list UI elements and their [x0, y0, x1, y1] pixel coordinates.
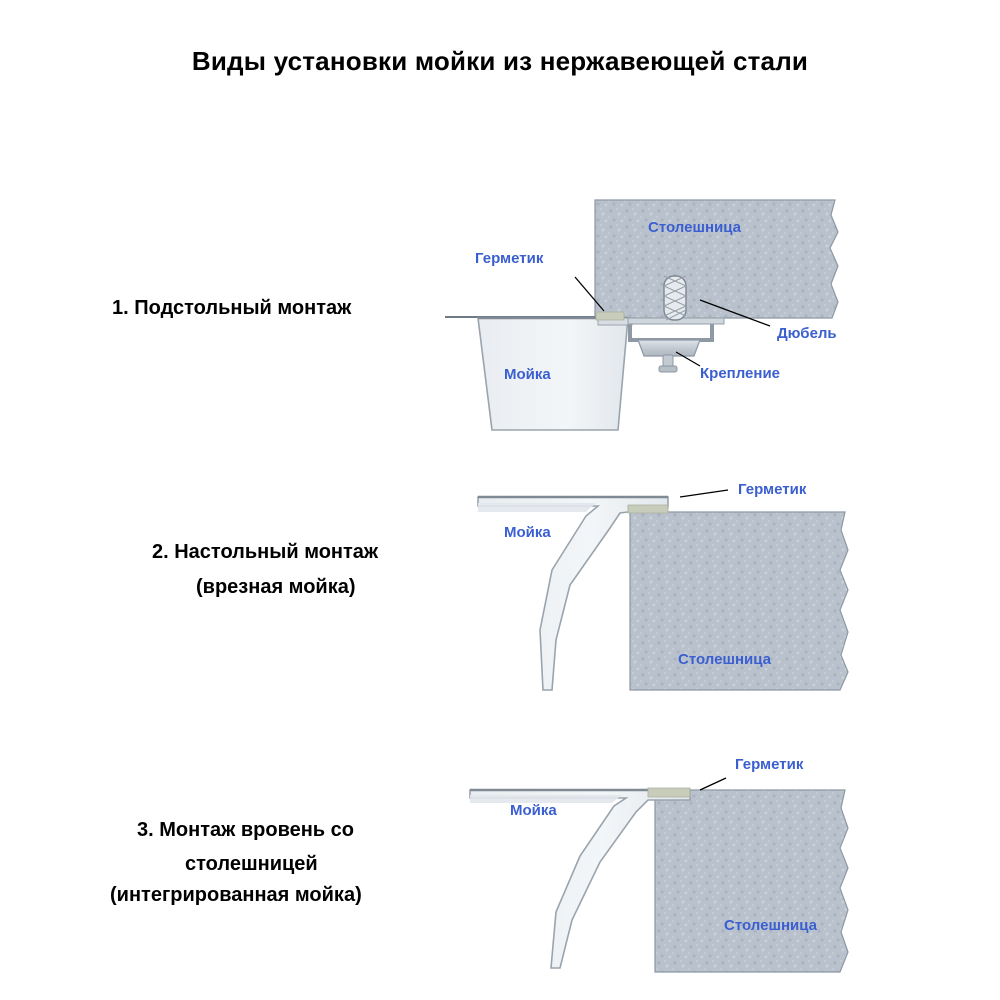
- page-title: Виды установки мойки из нержавеющей стали: [191, 46, 809, 76]
- section-3-title-line1: 3. Монтаж вровень со: [137, 819, 355, 841]
- section-2-artwork: [478, 490, 848, 690]
- callout-1-sealant: Герметик: [475, 250, 544, 267]
- section-1-title: 1. Подстольный монтаж: [112, 297, 352, 319]
- callout-2-sealant: Герметик: [738, 481, 807, 498]
- callout-1-sink: Мойка: [504, 366, 551, 383]
- section-3-title-line3: (интегрированная мойка): [110, 884, 362, 906]
- callout-1-countertop: Столешница: [648, 219, 741, 236]
- callout-3-countertop: Столешница: [724, 917, 817, 934]
- callout-3-sink: Мойка: [510, 802, 557, 819]
- callout-2-countertop: Столешница: [678, 651, 771, 668]
- callout-2-sink: Мойка: [504, 524, 551, 541]
- callout-1-bracket: Крепление: [700, 365, 781, 382]
- section-3-title-line2: столешницей: [185, 853, 318, 875]
- callout-1-dowel: Дюбель: [777, 325, 837, 342]
- section-2-title-line1: 2. Настольный монтаж: [152, 541, 379, 563]
- callout-3-sealant: Герметик: [735, 756, 804, 773]
- section-2-title-line2: (врезная мойка): [196, 576, 356, 598]
- section-1-artwork: [440, 200, 838, 430]
